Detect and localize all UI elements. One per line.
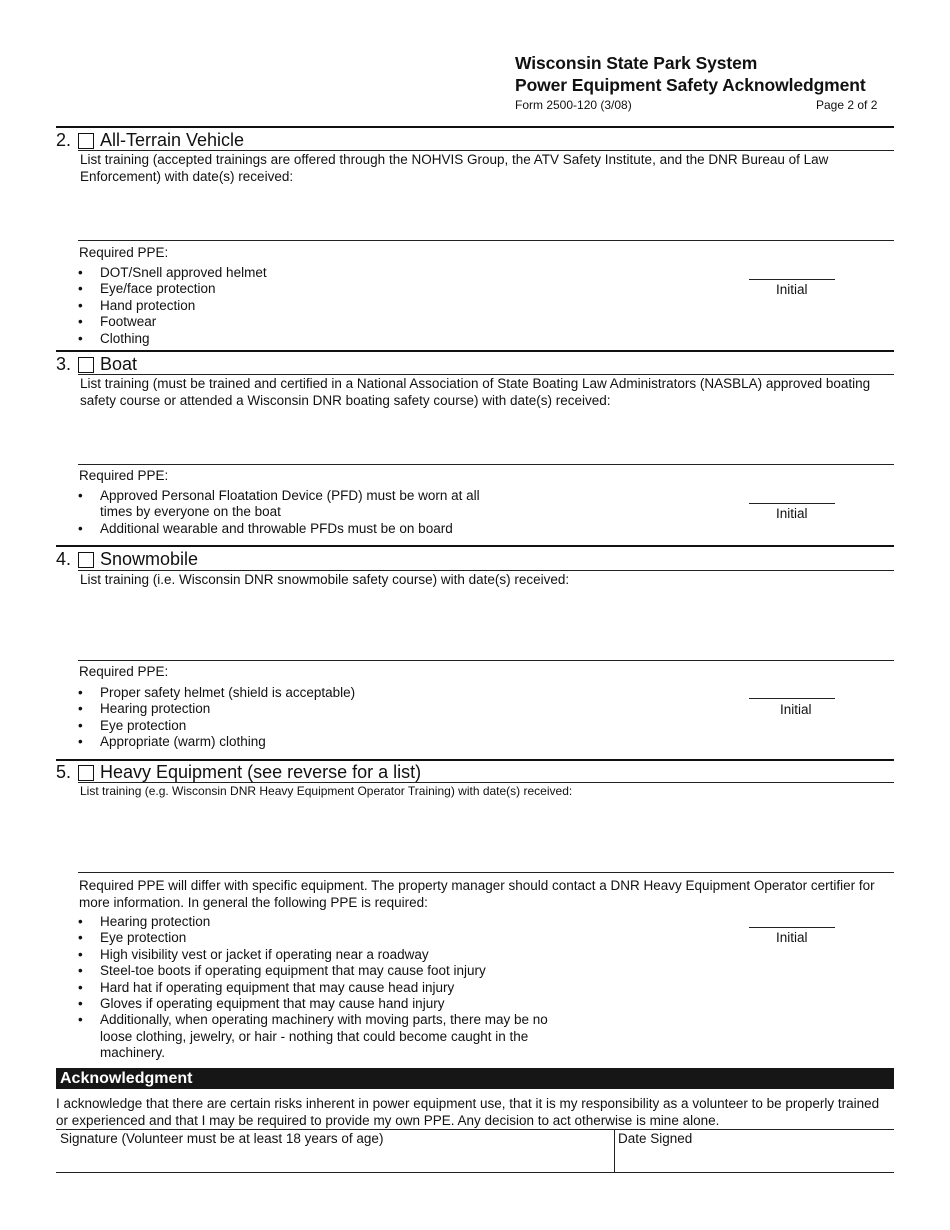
list-item: • Clothing (78, 331, 518, 347)
atv-ppe-list (78, 265, 518, 347)
list-item: • High visibility vest or jacket if operating near a roadway (78, 947, 553, 963)
section-number: 3. (56, 354, 72, 374)
list-item: • Eye protection (78, 718, 518, 734)
heavy-equipment-ppe-heading: Required PPE will differ with specific equipment. The property manager should contact a DNR Heavy Equipment Operator certifier for more information. In general the following PPE is required: (79, 878, 875, 910)
snowmobile-training-instructions: List training (i.e. Wisconsin DNR snowmobile safety course) with date(s) received: (80, 572, 570, 587)
acknowledgment-heading-bar (56, 1068, 894, 1089)
boat-ppe-heading: Required PPE: (79, 468, 169, 483)
boat-ppe-list (78, 488, 498, 537)
heavy-equipment-training-instructions: List training (e.g. Wisconsin DNR Heavy Equipment Operator Training) with date(s) received: (80, 784, 573, 798)
atv-initial-label: Initial (776, 282, 808, 297)
list-item: • DOT/Snell approved helmet (78, 265, 518, 281)
heavy-equipment-initial-label: Initial (776, 930, 808, 945)
signature-field[interactable] (56, 1129, 614, 1172)
signature-bottom-rule (56, 1172, 894, 1173)
list-item: • Hard hat if operating equipment that may cause head injury (78, 980, 553, 996)
list-item: • Additionally, when operating machinery with moving parts, there may be no loose clothing, jewelry, or hair - nothing that could become caught in the machinery. (78, 1012, 553, 1061)
page-number: Page 2 of 2 (816, 98, 878, 112)
section-divider (56, 350, 894, 352)
atv-checkbox[interactable] (78, 133, 94, 149)
signature-label: Signature (Volunteer must be at least 18 years of age) (60, 1131, 384, 1146)
snowmobile-initial-field[interactable] (749, 698, 835, 699)
date-signed-label: Date Signed (618, 1131, 693, 1146)
atv-ppe-heading: Required PPE: (79, 245, 169, 260)
boat-checkbox[interactable] (78, 357, 94, 373)
list-item: • Gloves if operating equipment that may cause hand injury (78, 996, 553, 1012)
list-item: • Hand protection (78, 298, 518, 314)
boat-initial-field[interactable] (749, 503, 835, 504)
section-number: 4. (56, 549, 72, 569)
form-number: Form 2500-120 (3/08) (515, 98, 632, 112)
section-divider (56, 545, 894, 547)
acknowledgment-heading: Acknowledgment (60, 1070, 193, 1087)
snowmobile-ppe-heading: Required PPE: (79, 664, 169, 679)
form-title-line1: Wisconsin State Park System (515, 53, 758, 73)
section-title-underline (78, 782, 894, 783)
section-title-atv: All-Terrain Vehicle (100, 130, 245, 150)
snowmobile-ppe-list (78, 685, 518, 751)
snowmobile-initial-label: Initial (780, 702, 812, 717)
atv-training-entry-line[interactable] (78, 240, 894, 241)
heavy-equipment-ppe-list (78, 914, 553, 1062)
snowmobile-training-entry-line[interactable] (78, 660, 894, 661)
acknowledgment-text: I acknowledge that there are certain risks inherent in power equipment use, that it is my responsibility as a volunteer to be properly trained or experienced and that I may be required to provide my own PPE. Any decision to act otherwise is mine alone. (56, 1096, 880, 1128)
list-item: • Hearing protection (78, 914, 553, 930)
list-item: • Footwear (78, 314, 518, 330)
list-item: • Steel-toe boots if operating equipment that may cause foot injury (78, 963, 553, 979)
snowmobile-checkbox[interactable] (78, 552, 94, 568)
section-number: 5. (56, 762, 72, 782)
section-title-boat: Boat (100, 354, 138, 374)
list-item: • Eye protection (78, 930, 553, 946)
section-divider (56, 759, 894, 761)
boat-training-entry-line[interactable] (78, 464, 894, 465)
list-item: • Proper safety helmet (shield is acceptable) (78, 685, 518, 701)
section-title-heavy-equipment: Heavy Equipment (see reverse for a list) (100, 762, 422, 782)
boat-training-instructions: List training (must be trained and certified in a National Association of State Boating Law Administrators (NASBLA) approved boating safety course or attended a Wisconsin DNR boating safety course) with date(s) received: (80, 376, 871, 408)
list-item: • Appropriate (warm) clothing (78, 734, 518, 750)
heavy-equipment-training-entry-line[interactable] (78, 872, 894, 873)
atv-initial-field[interactable] (749, 279, 835, 280)
form-title-line2: Power Equipment Safety Acknowledgment (515, 75, 866, 95)
section-divider (56, 126, 894, 128)
section-number: 2. (56, 130, 72, 150)
section-title-snowmobile: Snowmobile (100, 549, 199, 569)
atv-training-instructions: List training (accepted trainings are offered through the NOHVIS Group, the ATV Safety Institute, and the DNR Bureau of Law Enforcement) with date(s) received: (80, 152, 829, 184)
list-item: • Additional wearable and throwable PFDs must be on board (78, 521, 498, 537)
list-item: • Approved Personal Floatation Device (PFD) must be worn at all times by everyone on the boat (78, 488, 498, 521)
heavy-equipment-checkbox[interactable] (78, 765, 94, 781)
date-signed-field[interactable] (615, 1129, 894, 1172)
heavy-equipment-initial-field[interactable] (749, 927, 835, 928)
boat-initial-label: Initial (776, 506, 808, 521)
list-item: • Eye/face protection (78, 281, 518, 297)
list-item: • Hearing protection (78, 701, 518, 717)
